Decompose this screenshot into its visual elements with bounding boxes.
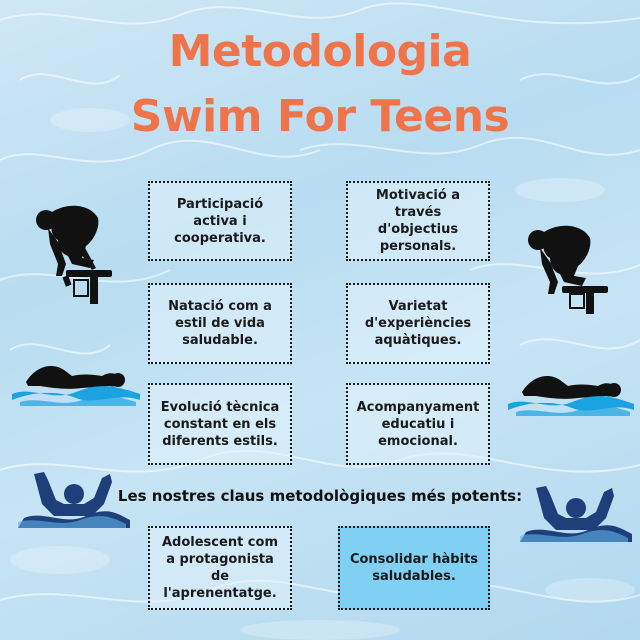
methodology-box-variety (346, 283, 490, 364)
methodology-box-healthy-lifestyle (148, 283, 292, 364)
methodology-box-text: Varietat d'experiències aquàtiques. (364, 299, 472, 348)
page-title-line-2: Swim For Teens (130, 91, 510, 142)
diver-on-block-icon (522, 210, 614, 316)
celebrating-swimmer-icon (14, 470, 130, 530)
methodology-box-text: Participació activa i cooperativa. (174, 196, 266, 246)
methodology-box-text: Natació com a estil de vida saludable. (168, 299, 272, 348)
methodology-box-text: Acompanyament educatiu i emocional. (356, 399, 480, 449)
key-methods-subtitle: Les nostres claus metodològiques més potents: (117, 487, 523, 505)
freestyle-swimmer-icon (508, 366, 634, 416)
key-box-healthy-habits (338, 526, 490, 610)
methodology-box-text: Motivació a través d'objectius personals. (375, 188, 461, 254)
methodology-box-text: Evolució tècnica constant en els diferents estils. (160, 399, 280, 449)
key-box-text: Consolidar hàbits saludables. (349, 552, 479, 584)
key-box-protagonist (148, 526, 292, 610)
freestyle-swimmer-icon (12, 356, 140, 406)
key-box-text: Adolescent com a protagonista de l'aprenentatge. (161, 535, 278, 601)
methodology-box-participation (148, 181, 292, 261)
diver-on-block-icon (28, 198, 118, 306)
methodology-box-accompaniment (346, 383, 490, 465)
page-title-line-1: Metodologia (168, 26, 472, 77)
methodology-box-motivation (346, 181, 490, 261)
methodology-box-technique (148, 383, 292, 465)
celebrating-swimmer-icon (516, 484, 632, 544)
